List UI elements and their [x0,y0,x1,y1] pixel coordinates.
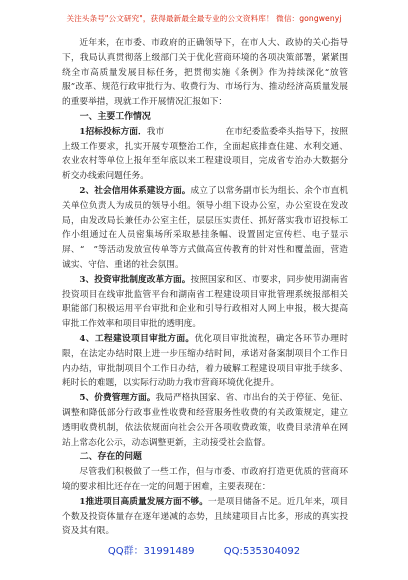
paragraph-problem-1-text: 一是项目储备不足。近几年来，项目个数及投资体量存在逐年递减的态势，且续建项目占比多，形成的真实投资及其有限。 [62,496,349,537]
paragraph-pricing-text: 我局严格执国家、省、市出台的关于停征、免征、调整和降低部分行政事业性收费和经营服务性收费的有关政策规定，建立透明收费机制，依法依规面向社会公开各项收费政策，收费目录清单在网站上常态化公示，动态调整更新，主动接受社会监督。 [62,393,349,448]
paragraph-problem-1-head: 1推进项目高质量发展方面不够。 [79,496,209,507]
paragraph-investment-head: 3、投资审批制度改革方面。 [79,274,191,285]
paragraph-credit [62,184,348,273]
promo-banner: 关注头条号"公文研究"，获得最新最全最专业的公文资料库！ 微信：gongwenyj [66,14,342,23]
footer-qq-number: QQ:535304092 [223,546,301,557]
paragraph-construction-head: 4、工程建设项目审批方面。 [79,333,195,344]
problems-intro-paragraph: 尽管我们积极做了一些工作，但与市委、市政府打造更优质的营商环境的要求相比还存在一定的问题于困难，主要表现在： [62,467,348,492]
footer-qq-group: QQ群：31991489 [107,546,195,557]
footer-contact [0,542,408,557]
paragraph-investment-text: 按照国家和区、市要求，同步使用湖南省投资项目在线审批监管平台和湖南省工程建设项目审批管理系统报部相关职能部门积极运用平台审批和企业和引导行政相对人网上申报，极大提高审批工作效率和项目审批的透明度。 [62,274,349,330]
paragraph-credit-text: 成立了以常务副市长为组长、余个市直机关单位负责人为成员的领导小组。领导小组下设办公室，办公室设在发改局，由发改局长兼任办公室主任，层层压实责任、抓好落实我市诏投标工作小组通过在人员密集场所采取悬挂条幅、设置固定宣传栏、电子显示屏、“ ”等活动发放宣传单等方式做高宣传教育的针对性和覆盖面，营造诚实、守信、重诺的社会氛围。 [62,185,349,270]
paragraph-pricing-head: 5、价费管理方面。 [79,393,156,404]
paragraph-construction [62,332,348,391]
paragraph-credit-head: 2、社会信用体系建设方面。 [79,185,191,196]
document-body [62,36,348,539]
intro-paragraph: 近年来，在市委、市政府的正确领导下，在市人大、政协的关心指导下，我局认真贯彻落上级部门关于优化营商环境的各项决策部署，紧紧围绕全市高质量发展目标任务，把贯彻实施《条例》作为持续深化“放管服”改革、规范行政审批行为、收费行为、市场行为、推动经济高质量发展的重要举措，现就工作开展情况汇报如下： [62,38,348,108]
paragraph-construction-text: 优化项目审批流程，确定各环节办理时限，在法定办结时限上进一步压缩办结时间，承诺对备案制项目个工作日内办结，审批制项目个工作日办结，着力破解工程建设项目审批手续多、耗时长的难题，以实际行动助力我市营商环境优化提升。 [62,333,349,389]
paragraph-investment [62,273,348,332]
paragraph-bidding [62,125,348,184]
section-heading-problems: 二、存在的问题 [79,452,142,463]
section-heading-main-work: 一、主要工作情况 [79,111,151,122]
paragraph-problem-1 [62,495,348,539]
paragraph-bidding-head: 1招标投标方面． [79,126,147,137]
paragraph-bidding-text: 我市 在市纪委监委牵头指导下，按照上级工作要求，扎实开展专项整治工作，全面起底排查住建、水利交通、农业农村等单位上报年至年底以来工程建设项目，完成省专治办大数据分析交办线索问题任务。 [62,126,348,182]
paragraph-pricing [62,391,348,450]
